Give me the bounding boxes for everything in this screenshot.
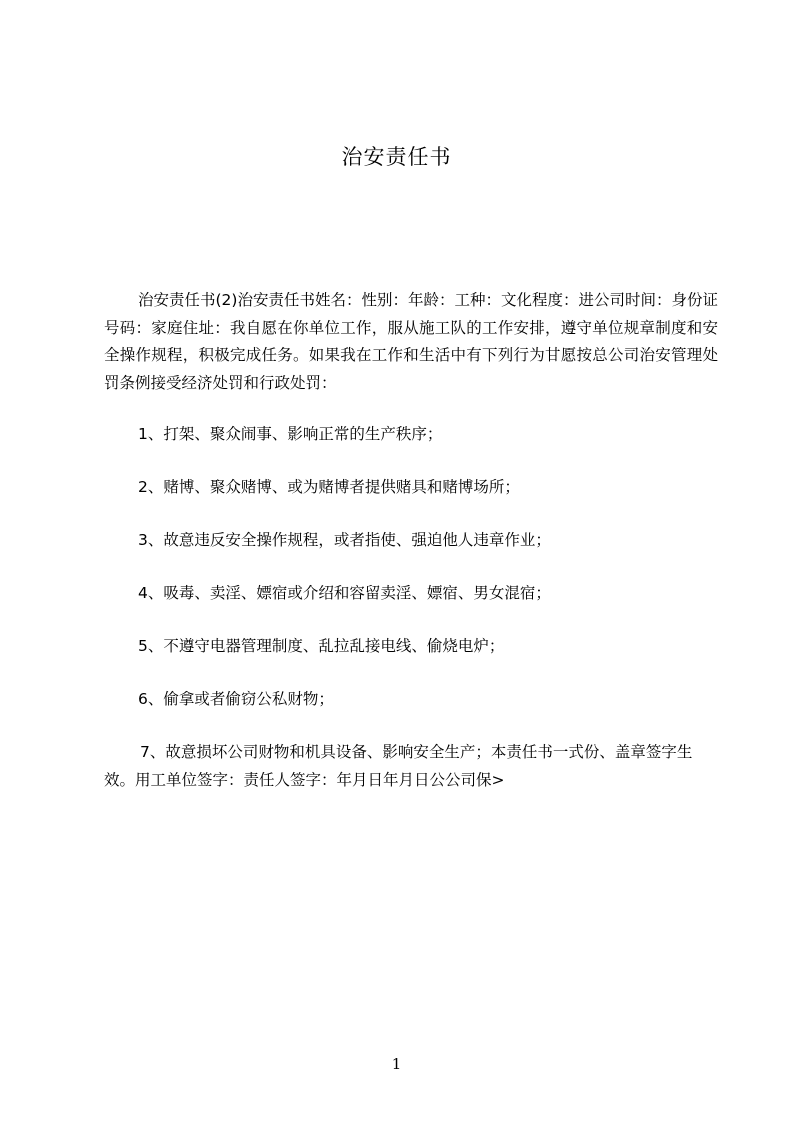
list-item: 3、故意违反安全操作规程，或者指使、强迫他人违章作业； (138, 531, 551, 549)
page-number: 1 (391, 1055, 402, 1073)
list-item: 1、打架、聚众闹事、影响正常的生产秩序； (138, 425, 443, 443)
list-item: 4、吸毒、卖淫、嫖宿或介绍和容留卖淫、嫖宿、男女混宿； (138, 584, 551, 602)
list-item: 6、偷拿或者偷窃公私财物； (138, 690, 334, 708)
document-title: 治安责任书 (341, 145, 452, 169)
list-item: 2、赌博、聚众赌博、或为赌博者提供赌具和赌博场所； (138, 478, 520, 496)
intro-paragraph: 治安责任书(2)治安责任书姓名：性别：年龄：工种：文化程度：进公司时间：身份证号码：家庭住址：我自愿在你单位工作，服从施工队的工作安排，遵守单位规章制度和安全操作规程，积极完成任务。如果我在工作和生活中有下列行为甘愿按总公司治安管理处罚条例接受经济处罚和行政处罚： (104, 291, 718, 392)
list-item: 5、不遵守电器管理制度、乱拉乱接电线、偷烧电炉； (138, 637, 505, 655)
list-item: 7、故意损坏公司财物和机具设备、影响安全生产；本责任书一式份、盖章签字生效。用工单位签字：责任人签字：年月日年月日公公司保> (104, 743, 693, 789)
